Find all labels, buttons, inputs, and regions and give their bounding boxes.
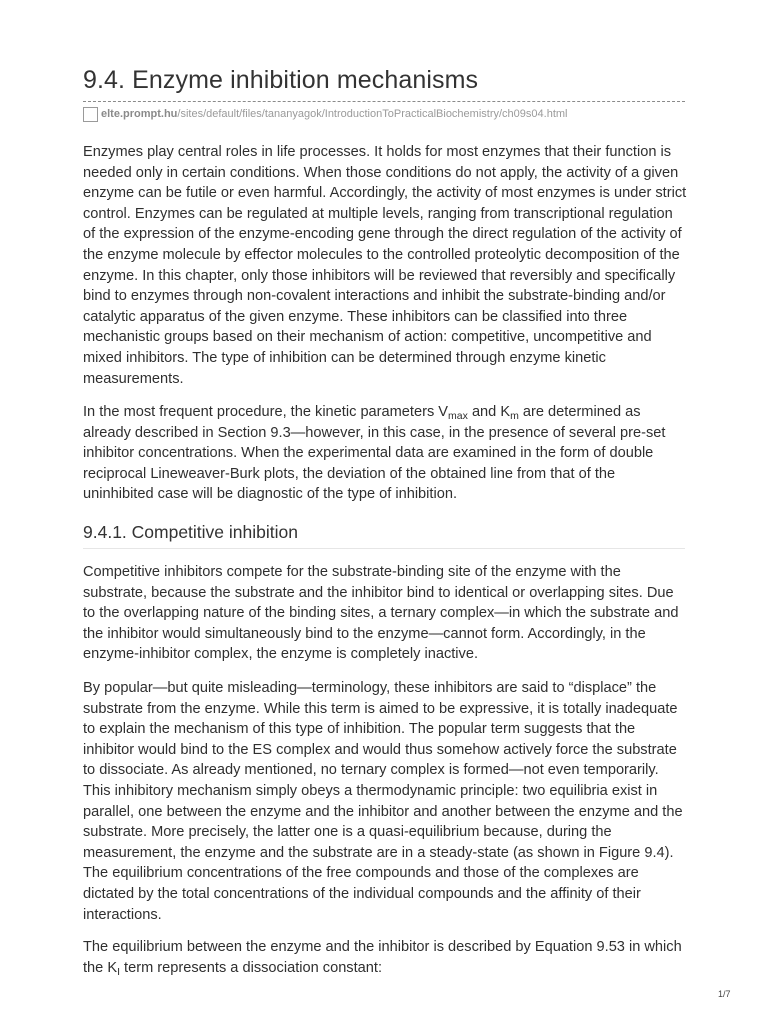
intro-paragraph-1: Enzymes play central roles in life processes. It holds for most enzymes that their function is needed only in certain conditions. When those conditions do not apply, the activity of a given enzyme can be futile or even harmful. Accordingly, the activity of most enzymes is under strict control. Enzymes can be regulated at multiple levels, ranging from transcriptional regulation of the expression of the enzyme-encoding gene through the direct regulation of the activity of the enzyme molecule by effector molecules to the controlled proteolytic decomposition of the enzyme. In this chapter, only those inhibitors will be reviewed that reversibly and specifically bind to enzymes through non-covalent interactions and inhibit the substrate-binding and/or catalytic apparatus of the given enzyme. These inhibitors can be classified into three mechanistic groups based on their mechanism of action: competitive, uncompetitive and mixed inhibitors. The type of inhibition can be determined through enzyme kinetic measurements. xyxy=(83,144,687,387)
favicon-icon xyxy=(83,107,98,122)
source-path: /sites/default/files/tananyagok/IntroductionToPracticalBiochemistry/ch09s04.html xyxy=(177,108,568,120)
competitive-paragraph-3: The equilibrium between the enzyme and the inhibitor is described by Equation 9.53 in which the $K_I$ term represents a dissociation constant: xyxy=(83,939,682,978)
competitive-paragraph-2: By popular—but quite misleading—terminology, these inhibitors are said to “displace” the substrate from the enzyme. While this term is aimed to be expressive, it is totally inadequate to explain the mechanism of this type of inhibition. The popular term suggests that the inhibitor would bind to the ES complex and would thus somehow actively force the substrate to dissociate. As already mentioned, no ternary complex is formed—not even temporarily. This inhibitory mechanism simply obeys a thermodynamic principle: two equilibria exist in parallel, one between the enzyme and the inhibitor and another between the enzyme and the substrate. More precisely, the latter one is a quasi-equilibrium because, during the measurement, the enzyme and the substrate are in a steady-state (as shown in Figure 9.4). The equilibrium concentrations of the free compounds and those of the complexes are dictated by the total concentrations of the individual compounds and the affinity of their interactions. xyxy=(83,680,683,923)
section-heading-competitive-inhibition: 9.4.1. Competitive inhibition xyxy=(83,522,298,542)
section-divider xyxy=(83,548,685,549)
intro-paragraph-2: In the most frequent procedure, the kinetic parameters $V_{max}$ and $K_m$ are determined as already described in Section 9.3—however, in this case, in the presence of several pre-set inhibitor concentrations. When the experimental data are examined in the form of double reciprocal Lineweaver-Burk plots, the deviation of the obtained line from that of the uninhibited case will be diagnostic of the type of inhibition. xyxy=(83,404,666,503)
title-divider xyxy=(83,101,685,102)
page-title: 9.4. Enzyme inhibition mechanisms xyxy=(83,66,479,94)
source-domain: elte.prompt.hu xyxy=(101,108,178,120)
competitive-paragraph-1: Competitive inhibitors compete for the substrate-binding site of the enzyme with the substrate, because the substrate and the inhibitor bind to identical or overlapping sites. Due to the overlapping nature of the binding sites, a ternary complex—in which the substrate and the inhibitor would simultaneously bind to the enzyme—cannot form. Accordingly, in the enzyme-inhibitor complex, the enzyme is completely inactive. xyxy=(83,564,679,663)
source-link[interactable] xyxy=(83,105,567,123)
page-number: 1/7 xyxy=(718,989,731,999)
